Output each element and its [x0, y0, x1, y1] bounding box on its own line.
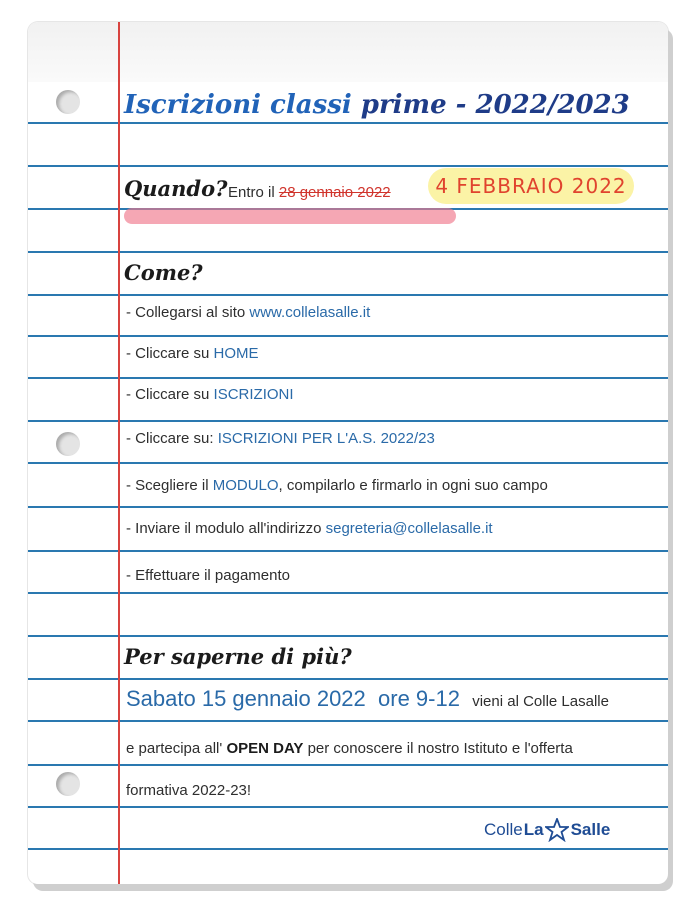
ruled-line: [28, 294, 668, 296]
notebook-page: [28, 22, 668, 884]
ruled-line: [28, 550, 668, 552]
open-day-line-3: [126, 782, 251, 799]
open-day-label: OPEN DAY: [226, 740, 304, 757]
step-4-text: - Cliccare su:: [126, 430, 218, 447]
modulo-link: MODULO: [212, 477, 279, 494]
open-day-time: ore 9-12: [378, 686, 460, 711]
logo-la: La: [523, 820, 544, 839]
ruled-line: [28, 806, 668, 808]
ruled-line: [28, 122, 668, 124]
ruled-line: [28, 251, 668, 253]
open-day-date-line: [126, 686, 609, 712]
margin-line: [118, 22, 120, 884]
ruled-line: [28, 335, 668, 337]
website-link[interactable]: www.collelasalle.it: [249, 304, 371, 321]
open-day-end: formativa 2022-23!: [126, 782, 252, 799]
open-day-invite: vieni al Colle Lasalle: [472, 693, 609, 710]
ruled-line: [28, 720, 668, 722]
punch-hole: [56, 90, 80, 114]
step-1: [126, 304, 370, 321]
title-part-1: Iscrizioni classi: [124, 90, 352, 120]
collelasalle-logo: [484, 818, 610, 842]
step-4: [126, 430, 435, 447]
ruled-line: [28, 165, 668, 167]
page-top-band: [28, 22, 668, 82]
step-7: [126, 567, 290, 584]
step-5: [126, 477, 548, 494]
iscrizioni-link: ISCRIZIONI: [213, 386, 294, 403]
open-day-pre: e partecipa all': [126, 740, 227, 757]
ruled-line: [28, 764, 668, 766]
step-3-text: - Cliccare su: [126, 386, 214, 403]
star-icon: [545, 818, 569, 842]
ruled-line: [28, 635, 668, 637]
new-deadline-badge: [428, 168, 634, 204]
ruled-line: [28, 377, 668, 379]
punch-hole: [56, 432, 80, 456]
when-prefix: Entro il: [228, 184, 275, 201]
open-day-date: Sabato 15 gennaio 2022: [126, 686, 366, 711]
punch-hole: [56, 772, 80, 796]
step-7-text: - Effettuare il pagamento: [126, 567, 290, 584]
ruled-line: [28, 506, 668, 508]
ruled-line: [28, 848, 668, 850]
how-label: Come?: [124, 260, 203, 285]
open-day-line-2: [126, 740, 573, 757]
new-deadline: 4 FEBBRAIO 2022: [435, 174, 627, 198]
step-2: [126, 345, 259, 362]
step-3: [126, 386, 294, 403]
highlight-stroke: [124, 208, 456, 224]
ruled-line: [28, 462, 668, 464]
ruled-line: [28, 592, 668, 594]
step-5-text: - Scegliere il: [126, 477, 213, 494]
step-2-text: - Cliccare su: [126, 345, 214, 362]
when-label: Quando?: [124, 176, 228, 201]
old-deadline: 28 gennaio 2022: [278, 184, 391, 201]
title-part-2: prime - 2022/2023: [360, 90, 630, 120]
open-day-post: per conoscere il nostro Istituto e l'offerta: [303, 740, 573, 757]
email-link[interactable]: segreteria@collelasalle.it: [325, 520, 493, 537]
home-link: HOME: [213, 345, 259, 362]
step-1-text: - Collegarsi al sito: [126, 304, 250, 321]
iscrizioni-as-link: ISCRIZIONI PER L'A.S. 2022/23: [217, 430, 435, 447]
logo-salle: Salle: [570, 820, 611, 839]
logo-colle: Colle: [484, 820, 523, 839]
ruled-line: [28, 678, 668, 680]
step-6: [126, 520, 493, 537]
step-6-text: - Inviare il modulo all'indirizzo: [126, 520, 326, 537]
when-text: [228, 184, 391, 201]
page-title: [124, 90, 630, 120]
ruled-line: [28, 420, 668, 422]
when-heading: [124, 176, 227, 201]
more-heading: [124, 644, 352, 669]
step-5-rest: , compilarlo e firmarlo in ogni suo campo: [278, 477, 548, 494]
how-heading: [124, 260, 203, 285]
more-label: Per saperne di più?: [124, 644, 352, 669]
